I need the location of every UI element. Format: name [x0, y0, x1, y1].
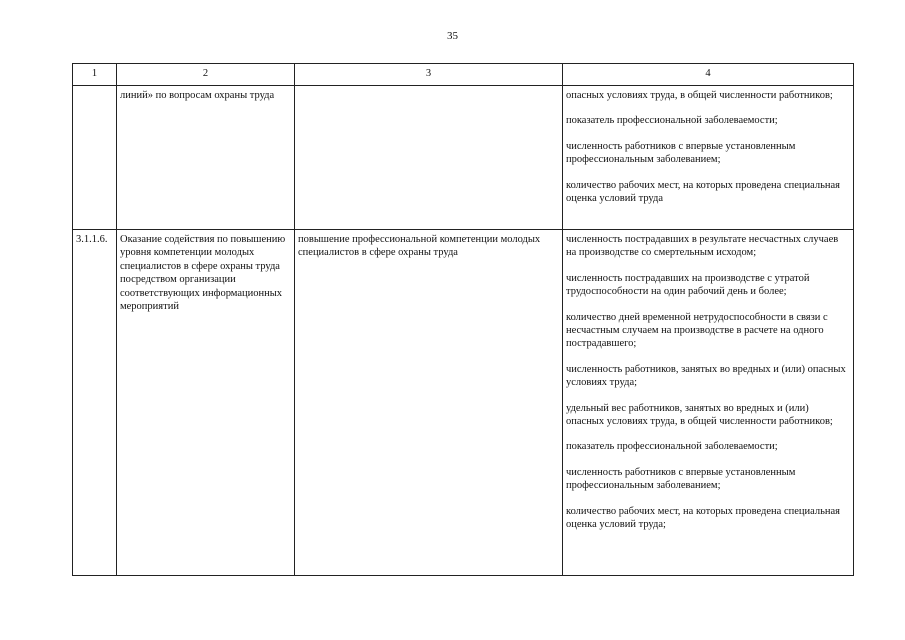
table-row-continuation	[73, 86, 854, 230]
indicator-item: численность пострадавших в результате несчастных случаев на производстве со смертельным исходом;	[566, 234, 839, 259]
indicator-item: количество рабочих мест, на которых проведена специальная оценка условий труда;	[566, 505, 841, 531]
column-header-2: 2	[117, 64, 295, 86]
indicator-item: количество дней временной нетрудоспособности в связи с несчастным случаем на производстве в расчете на одного пострадавшего;	[566, 311, 828, 350]
page-number: 35	[447, 30, 458, 42]
result-cell: повышение профессиональной компетенции молодых специалистов в сфере охраны труда	[295, 230, 563, 576]
item-number-cell: 3.1.1.6.	[73, 230, 117, 576]
indicators-cell	[563, 86, 854, 230]
column-header-1: 1	[73, 64, 117, 86]
measures-table	[72, 63, 854, 576]
indicator-item: численность работников с впервые установленным профессиональным заболеванием;	[566, 140, 796, 166]
column-number-row	[73, 64, 854, 86]
measure-cell: линий» по вопросам охраны труда	[117, 86, 295, 230]
result-cell	[295, 86, 563, 230]
indicator-item: численность работников с впервые установленным профессиональным заболеванием;	[566, 466, 796, 492]
indicators-cell	[563, 230, 854, 576]
column-header-4: 4	[563, 64, 854, 86]
item-number-cell	[73, 86, 117, 230]
indicator-item: показатель профессиональной заболеваемости;	[566, 441, 778, 453]
measure-cell: Оказание содействия по повышению уровня компетенции молодых специалистов в сфере охраны труда посредством организации соответствующих информационных мероприятий	[117, 230, 295, 576]
column-header-3: 3	[295, 64, 563, 86]
table-row-3-1-1-6	[73, 230, 854, 576]
indicator-item: удельный вес работников, занятых во вредных и (или) опасных условиях труда, в общей численности работников;	[566, 402, 833, 428]
indicator-item: опасных условиях труда, в общей численности работников;	[566, 90, 833, 101]
indicator-item: количество рабочих мест, на которых проведена специальная оценка условий труда	[566, 179, 841, 205]
indicator-item: численность работников, занятых во вредных и (или) опасных условиях труда;	[566, 363, 846, 389]
indicator-item: показатель профессиональной заболеваемости;	[566, 115, 778, 127]
indicator-item: численность пострадавших на производстве с утратой трудоспособности на один рабочий день и более;	[566, 272, 810, 298]
